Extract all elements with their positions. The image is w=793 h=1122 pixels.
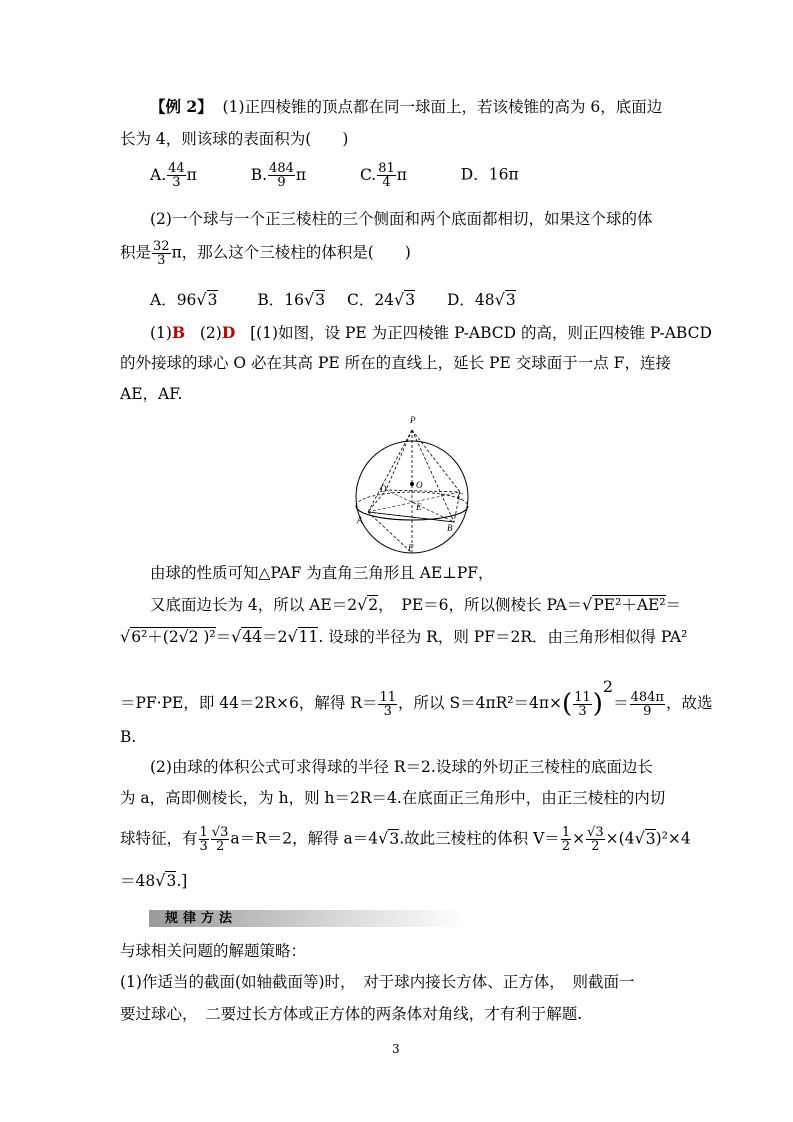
solution-line-6: (2)由球的体积公式可求得球的半径 R＝2.设球的外切正三棱柱的底面边长 bbox=[150, 758, 653, 776]
label-O: O bbox=[416, 480, 423, 490]
solution-line-9: ＝48√3.] bbox=[120, 871, 188, 890]
option-a: A．96√3 bbox=[150, 290, 218, 309]
question-2-line-2: 积是 $\frac{32}{3}$ π，那么这个三棱柱的体积是( ) bbox=[120, 239, 411, 268]
option-c: C. $\frac{81}{4}$ π bbox=[359, 161, 407, 190]
method-point-1-line-1: (1)作适当的截面(如轴截面等)时， 对于球内接长方体、正方体， 则截面一 bbox=[120, 973, 635, 991]
solution-line-1: 由球的性质可知△PAF 为直角三角形且 AE⊥PF， bbox=[150, 564, 494, 582]
label-F: F bbox=[408, 543, 414, 553]
option-c: C．24√3 bbox=[346, 290, 416, 309]
method-title: 规律方法 bbox=[165, 911, 238, 926]
solution-line-3: √6²＋(2√2 )²＝√44＝2√11. 设球的半径为 R，则 PF＝2R．由三角形相似得 PA² bbox=[120, 627, 688, 646]
option-d: D．16π bbox=[460, 165, 519, 184]
question-1-line-1: 【例 2】 (1)正四棱锥的顶点都在同一球面上，若该棱锥的高为 6，底面边 bbox=[150, 97, 663, 116]
option-a: A. $\frac{44}{3}$ π bbox=[150, 161, 197, 190]
answer-1: B bbox=[171, 323, 186, 342]
method-intro: 与球相关问题的解题策略： bbox=[120, 942, 307, 960]
question-1-options bbox=[150, 162, 519, 189]
label-E: E bbox=[416, 502, 422, 512]
method-point-1-line-2: 要过球心， 二要过长方体或正方体的两条体对角线，才有利于解题. bbox=[120, 1005, 583, 1023]
example-tag: 【例 2】 bbox=[150, 97, 213, 116]
answer-2: D bbox=[221, 323, 236, 342]
label-P: P bbox=[410, 415, 416, 425]
answer-line-3: AE，AF. bbox=[120, 385, 183, 403]
page-number: 3 bbox=[392, 1042, 400, 1056]
option-d: D．48√3 bbox=[447, 290, 516, 309]
solution-line-2: 又底面边长为 4，所以 AE＝2√2， PE＝6，所以侧棱长 PA＝√PE²＋AE²＝ bbox=[150, 595, 682, 614]
label-B: B bbox=[447, 523, 453, 533]
question-1-line-2: 长为 4，则该球的表面积为( ) bbox=[120, 130, 349, 148]
solution-line-8: 球特征，有 $\frac{1}{3}$ $\frac{√3}{2}$ a＝R＝2，解得 a＝4√3.故此三棱柱的体积 V＝ $\frac{1}{2}$ × $\frac{√3}{2}$ ×(4√3)²×4 bbox=[120, 825, 691, 854]
solution-line-4: ＝PF·PE，即 44＝2R×6，解得 R＝ $\frac{11}{3}$ ，所以 S＝4πR²＝4π×( $\frac{11}{3}$ )$^2$＝ $\frac{484\pi}{9}$ ，故选 bbox=[120, 677, 713, 719]
question-2-options bbox=[150, 289, 516, 311]
option-b: B. $\frac{484}{9}$ π bbox=[250, 161, 307, 190]
label-D: D bbox=[380, 484, 387, 494]
label-C: C bbox=[457, 492, 464, 502]
label-A: A bbox=[357, 515, 363, 525]
question-2-line-1: (2)一个球与一个正三棱柱的三个侧面和两个底面都相切，如果这个球的体 bbox=[150, 210, 653, 228]
option-b: B．16√3 bbox=[257, 290, 326, 309]
answer-line-1: (1)B (2)D [(1)如图，设 PE 为正四棱锥 P-ABCD 的高，则正四棱锥 P-ABCD bbox=[150, 323, 712, 342]
solution-line-7: 为 a，高即侧棱长，为 h，则 h＝2R＝4.在底面正三角形中，由正三棱柱的内切 bbox=[120, 789, 666, 807]
answer-line-2: 的外接球的球心 O 必在其高 PE 所在的直线上，延长 PE 交球面于一点 F，连接 bbox=[120, 354, 671, 372]
method-banner bbox=[149, 910, 465, 927]
sphere-pyramid-figure bbox=[340, 410, 480, 555]
solution-line-5: B. bbox=[120, 728, 137, 746]
